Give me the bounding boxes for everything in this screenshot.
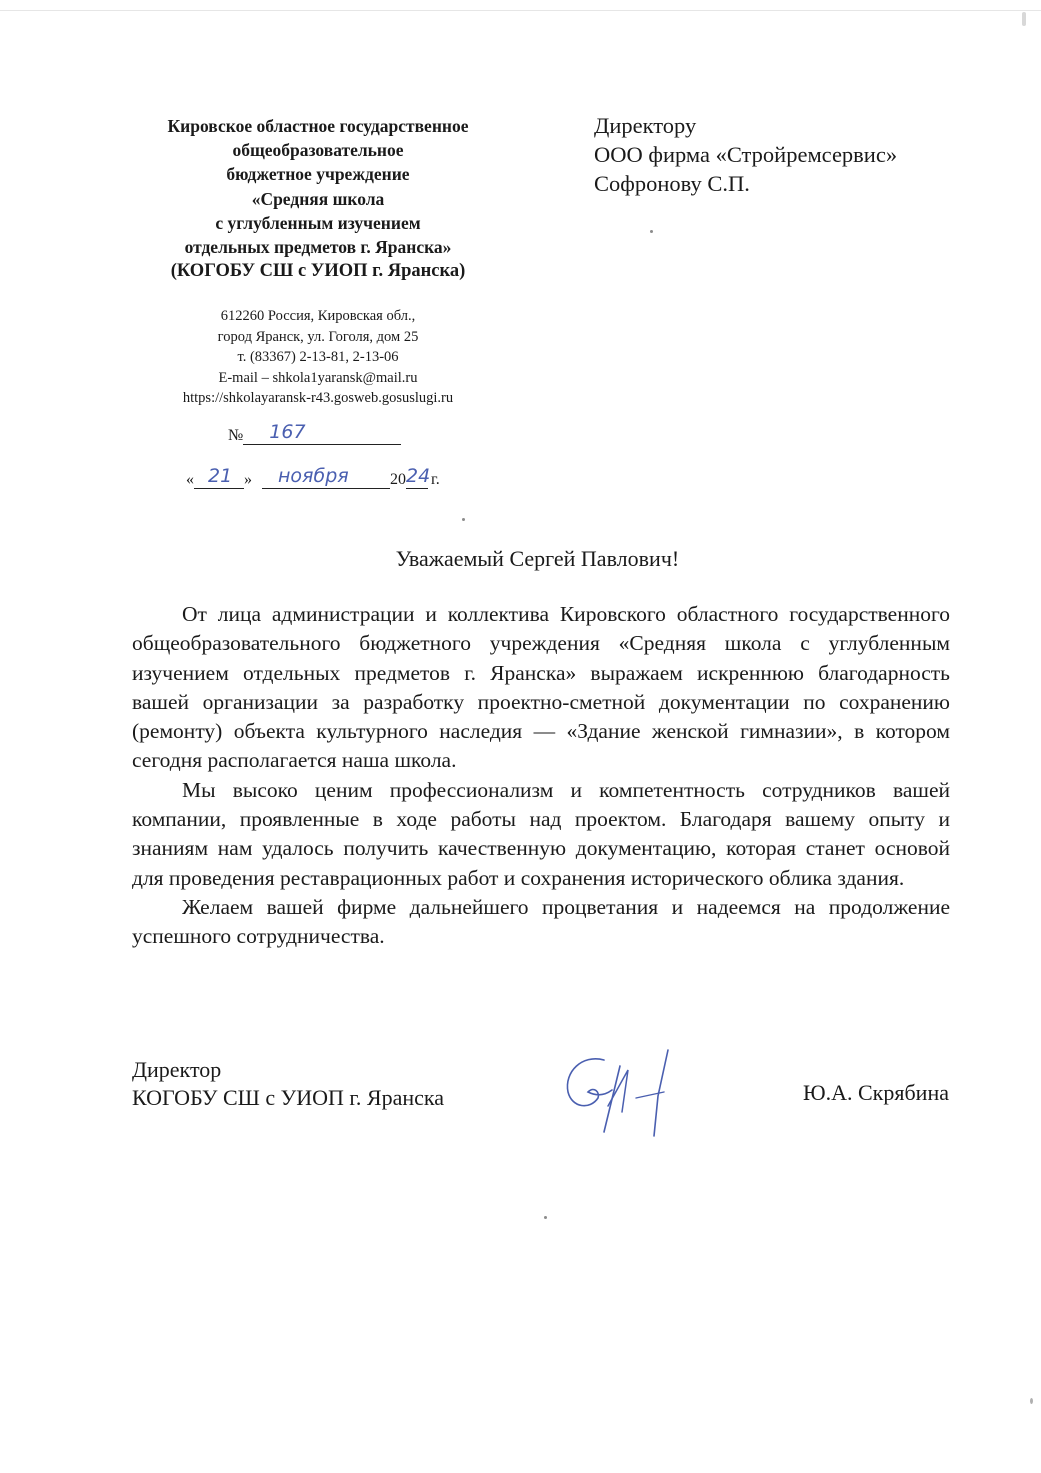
registration-date bbox=[186, 465, 440, 489]
signatory-name: Ю.А. Скрябина bbox=[803, 1080, 949, 1105]
date-close-quote: » bbox=[244, 471, 252, 488]
number-line bbox=[243, 421, 401, 445]
body-paragraph: Мы высоко ценим профессионализм и компетентность сотрудников вашей компании, проявленные в ходе работы над проектом. Благодаря вашему опыту и знаниям нам удалось получить качественную документацию, которая станет основой для проведения реставрационных работ и сохранения исторического облика здания. bbox=[132, 777, 950, 890]
org-line: «Средняя школа bbox=[251, 188, 385, 209]
scan-edge-line bbox=[0, 10, 1041, 11]
handwritten-month: ноября bbox=[278, 465, 349, 487]
scan-speck bbox=[462, 518, 465, 521]
scan-speck bbox=[650, 230, 653, 233]
handwritten-year: 24 bbox=[406, 465, 431, 487]
addressee-line: ООО фирма «Стройремсервис» bbox=[594, 142, 898, 167]
org-line: бюджетное учреждение bbox=[226, 164, 410, 185]
scan-speck bbox=[1022, 12, 1026, 26]
body-paragraph: Желаем вашей фирме дальнейшего процветания и надеемся на продолжение успешного сотрудничества. bbox=[132, 894, 950, 949]
handwritten-day: 21 bbox=[208, 465, 233, 487]
salutation: Уважаемый Сергей Павлович! bbox=[395, 546, 680, 571]
address-line: 612260 Россия, Кировская обл., bbox=[220, 308, 416, 325]
addressee bbox=[594, 111, 897, 198]
letter-body bbox=[132, 600, 950, 952]
email-line: E-mail – shkola1yaransk@mail.ru bbox=[218, 369, 418, 386]
org-line: общеобразовательное bbox=[232, 140, 404, 161]
signatory-organization: КОГОБУ СШ с УИОП г. Яранска bbox=[132, 1085, 445, 1110]
contact-info bbox=[132, 306, 504, 409]
org-line: с углубленным изучением bbox=[215, 212, 421, 233]
handwritten-signature bbox=[560, 1046, 680, 1146]
addressee-line: Директору bbox=[594, 113, 697, 138]
registration-number bbox=[228, 421, 401, 445]
scan-speck bbox=[1030, 1398, 1033, 1404]
org-line: отдельных предметов г. Яранска» bbox=[184, 237, 452, 258]
website-line: https://shkolayaransk-r43.gosweb.gosuslugi.ru bbox=[182, 390, 454, 407]
number-sign: № bbox=[228, 427, 244, 444]
letterhead bbox=[132, 114, 504, 409]
date-open-quote: « bbox=[186, 471, 194, 488]
address-line: город Яранск, ул. Гоголя, дом 25 bbox=[217, 328, 419, 345]
organization-short-name: (КОГОБУ СШ с УИОП г. Яранска) bbox=[170, 261, 466, 282]
body-paragraph: От лица администрации и коллектива Кировского областного государственного общеобразовательного бюджетного учреждения «Средняя школа с углубленным изучением отдельных предметов г. Яранска» выражаем искреннюю благодарность вашей организации за разработку проектно-сметной документации по сохранению (ремонту) объекта культурного наследия — «Здание женской гимназии», в котором сегодня располагается наша школа. bbox=[132, 602, 950, 773]
addressee-line: Софронову С.П. bbox=[594, 171, 750, 196]
month-line bbox=[262, 465, 390, 489]
signature-title bbox=[132, 1056, 444, 1112]
org-line: Кировское областное государственное bbox=[167, 116, 469, 136]
year-line bbox=[406, 465, 431, 489]
organization-name bbox=[132, 114, 504, 259]
year-unit: г. bbox=[431, 471, 440, 488]
year-prefix: 20 bbox=[390, 471, 406, 488]
phone-line: т. (83367) 2-13-81, 2-13-06 bbox=[237, 349, 399, 366]
day-line bbox=[194, 465, 244, 489]
signatory-position: Директор bbox=[132, 1057, 222, 1082]
scan-speck bbox=[544, 1216, 547, 1219]
handwritten-number: 167 bbox=[269, 421, 306, 443]
